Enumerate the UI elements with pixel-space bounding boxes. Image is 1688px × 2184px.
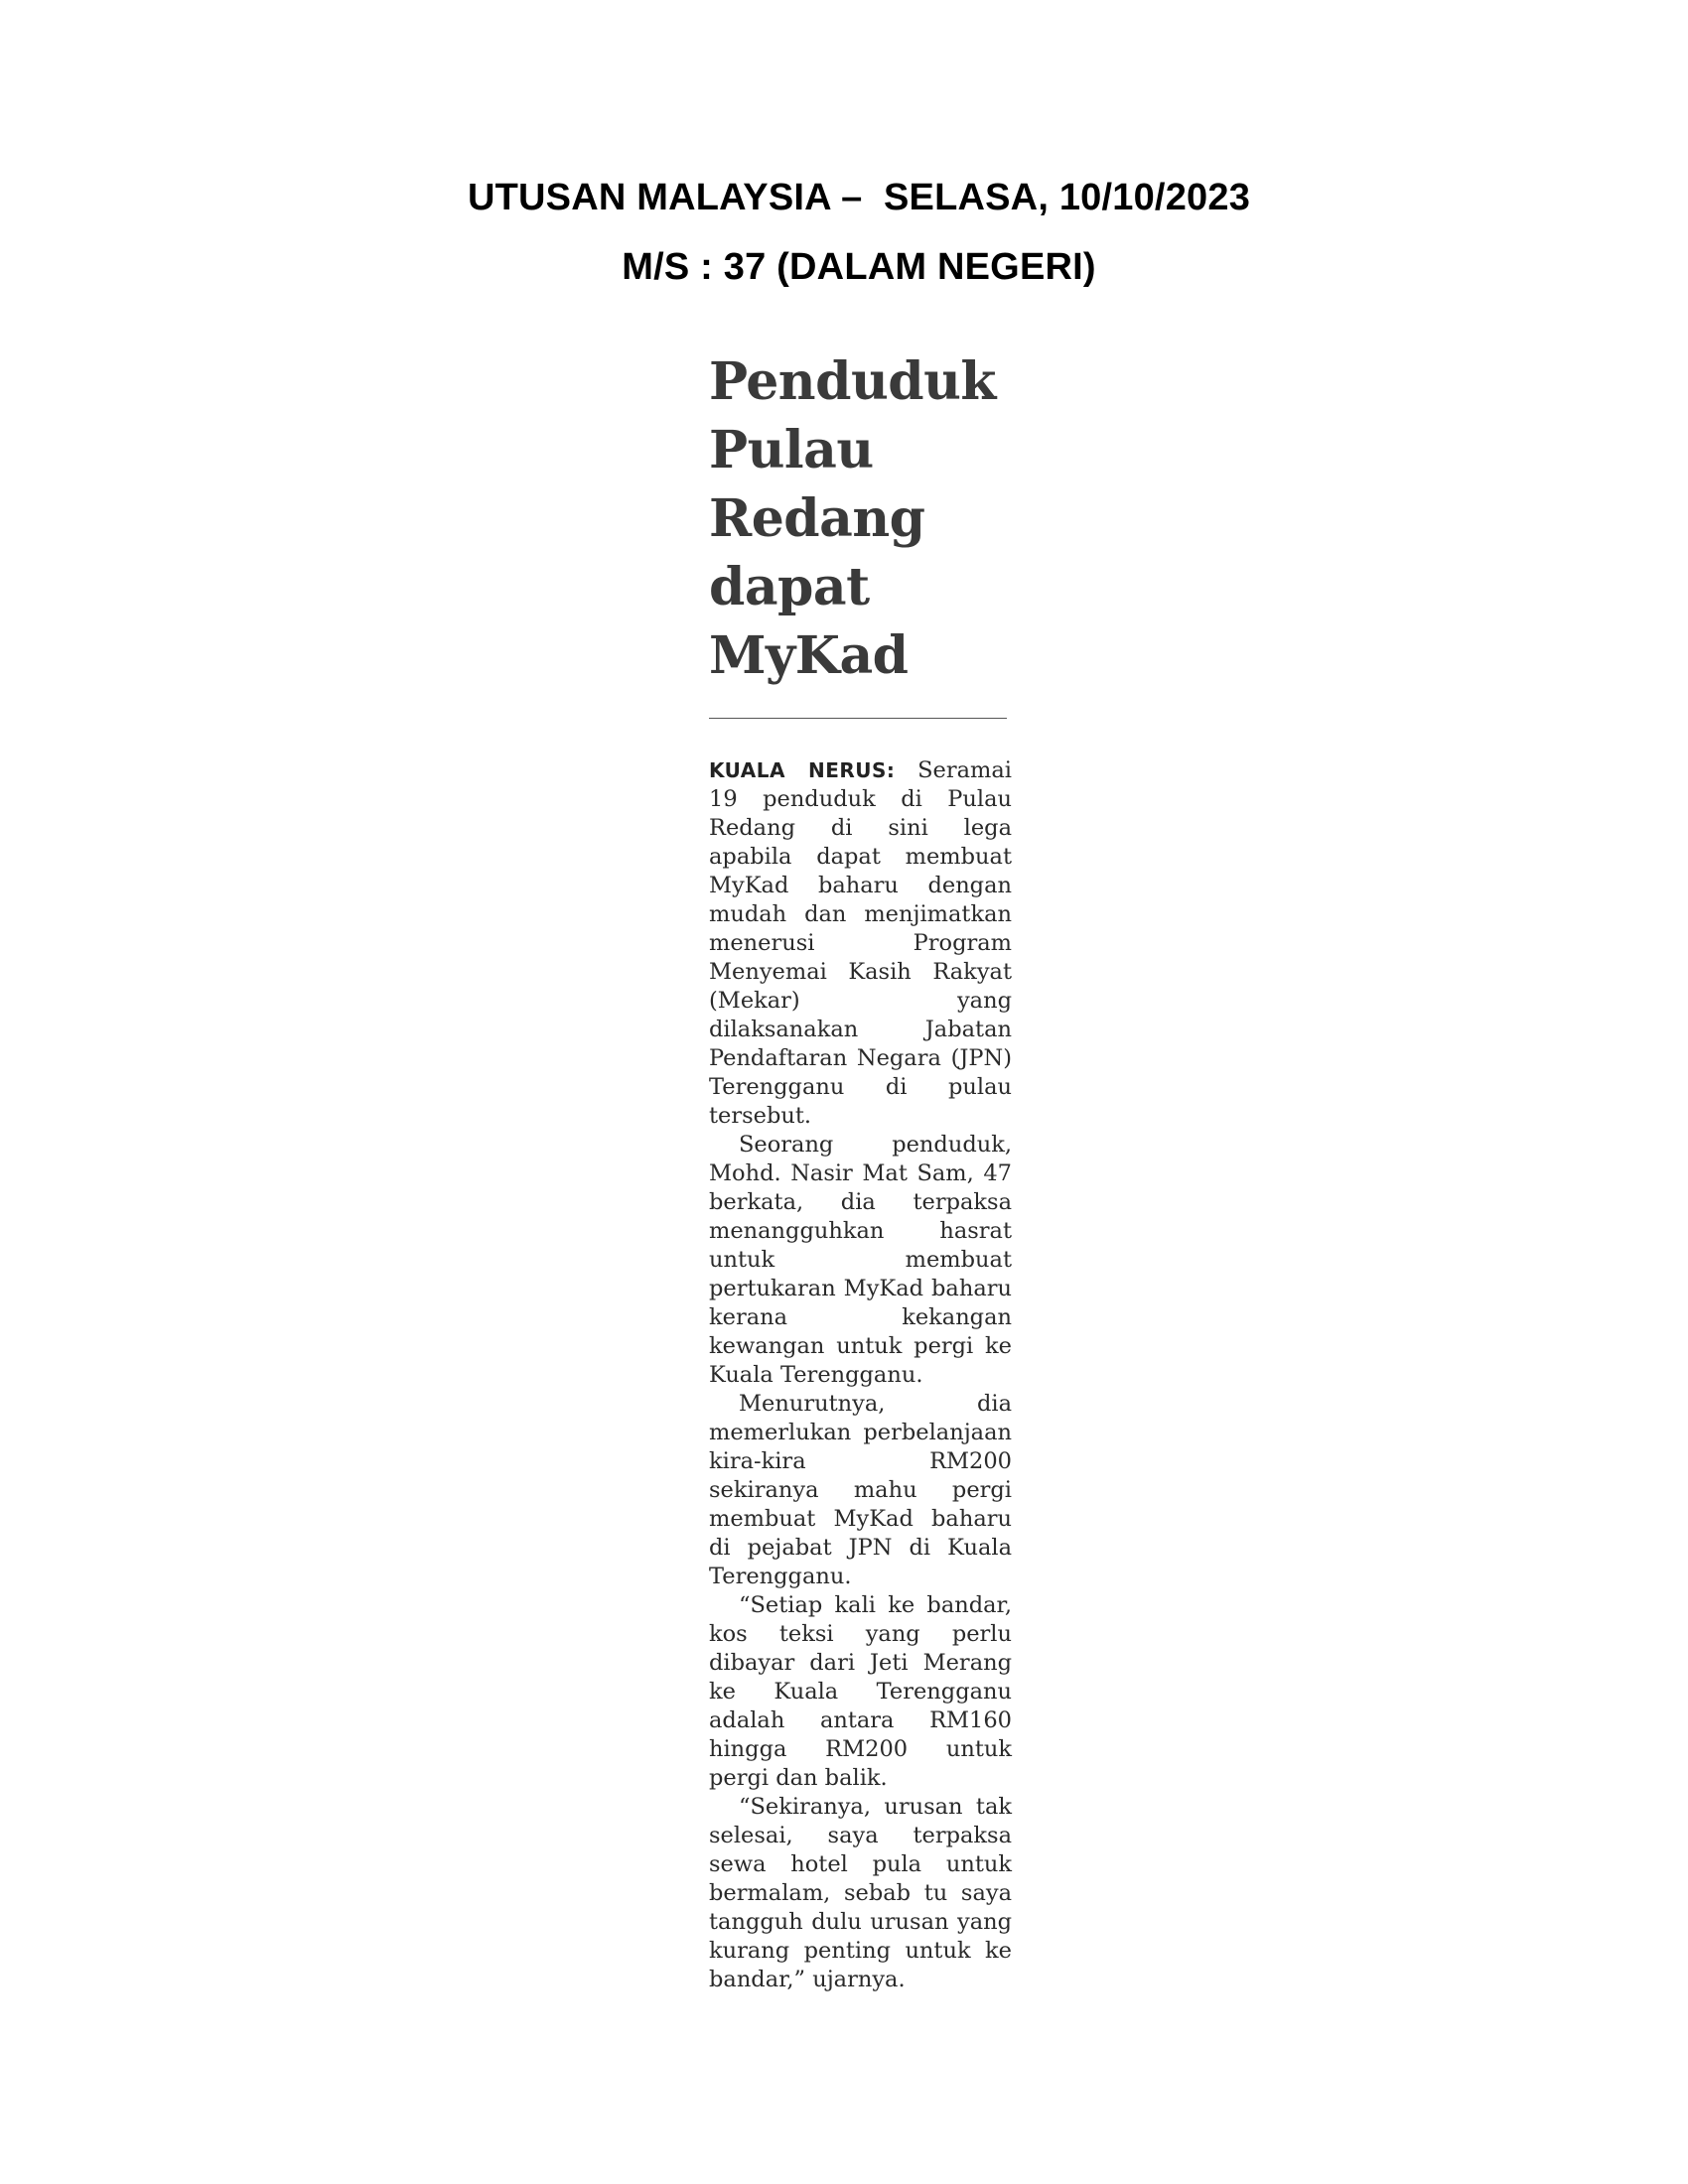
article-body — [709, 756, 1012, 1994]
article-dateline: KUALA NERUS: — [709, 758, 896, 782]
page-section-header: M/S : 37 (DALAM NEGERI) — [622, 246, 1096, 288]
paragraph-text: Seramai 19 penduduk di Pulau Redang di sini lega apabila dapat membuat MyKad baharu dengan mudah dan menjimatkan menerusi Program Menyemai Kasih Rakyat (Mekar) yang dilaksanakan Jabatan Pendaftaran Negara (JPN) Terengganu di pulau tersebut. — [709, 757, 1012, 1129]
headline-divider — [709, 718, 1007, 719]
article-paragraph: “Setiap kali ke bandar, kos teksi yang perlu dibayar dari Jeti Merang ke Kuala Terengganu adalah antara RM160 hingga RM200 untuk pergi dan balik. — [709, 1592, 1012, 1791]
headline-line: Redang — [709, 488, 925, 549]
publication-date-header: UTUSAN MALAYSIA – SELASA, 10/10/2023 — [467, 177, 1251, 218]
article-paragraph: Menurutnya, dia memerlukan perbelanjaan kira-kira RM200 sekiranya mahu pergi membuat MyKad baharu di pejabat JPN di Kuala Terengganu. — [709, 1391, 1012, 1589]
article-paragraph: “Sekiranya, urusan tak selesai, saya terpaksa sewa hotel pula untuk bermalam, sebab tu saya tangguh dulu urusan yang kurang penting untuk ke bandar,” ujarnya. — [709, 1794, 1012, 1992]
headline-line: Penduduk — [709, 351, 996, 412]
headline-line: MyKad — [709, 625, 909, 686]
news-clipping — [709, 347, 1017, 1994]
headline-line: Pulau — [709, 420, 874, 480]
article-paragraph: Seorang penduduk, Mohd. Nasir Mat Sam, 47 berkata, dia terpaksa menangguhkan hasrat untuk membuat pertukaran MyKad baharu kerana kekangan kewangan untuk pergi ke Kuala Terengganu. — [709, 1132, 1012, 1388]
article-headline — [709, 347, 1017, 690]
article-paragraph — [709, 756, 1012, 1131]
headline-line: dapat — [709, 557, 870, 617]
